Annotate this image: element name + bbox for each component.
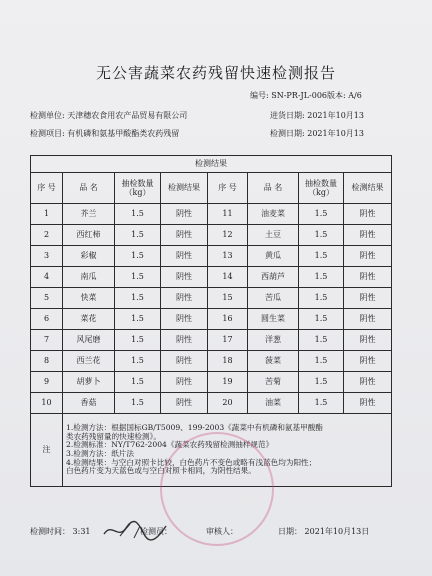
table-row bbox=[31, 372, 392, 393]
entry-date-label: 进货日期: bbox=[270, 111, 305, 120]
note-line: 类农药残留量的快速检测》。 bbox=[66, 431, 161, 441]
row-number: 4 bbox=[31, 267, 63, 288]
row-number: 16 bbox=[208, 309, 248, 330]
row-number: 3 bbox=[31, 246, 63, 267]
sample-qty: 1.5 bbox=[299, 351, 344, 372]
item-label: 检测项目: bbox=[30, 129, 65, 138]
header-qty-line1: 抽检数量 bbox=[305, 178, 337, 188]
footer-date bbox=[278, 526, 369, 537]
product-name: 西兰花 bbox=[63, 351, 115, 372]
sample-qty: 1.5 bbox=[115, 288, 161, 309]
date-label: 日期： bbox=[278, 527, 302, 536]
product-name: 芥兰 bbox=[63, 204, 115, 225]
entry-date-row bbox=[270, 110, 364, 121]
product-name: 油麦菜 bbox=[248, 204, 299, 225]
header-name: 品 名 bbox=[248, 173, 299, 204]
test-result: 阴性 bbox=[344, 204, 392, 225]
sample-qty: 1.5 bbox=[299, 372, 344, 393]
note-line: 4.检测结果：与空白对照卡比较，白色药片不变色或略有浅蓝色均为阳性； bbox=[66, 457, 317, 467]
sample-qty: 1.5 bbox=[299, 309, 344, 330]
header-qty-line1: 抽检数量 bbox=[121, 178, 154, 188]
test-result: 阴性 bbox=[161, 204, 208, 225]
test-date-row bbox=[270, 128, 364, 139]
sample-qty: 1.5 bbox=[115, 309, 161, 330]
test-result: 阴性 bbox=[161, 267, 208, 288]
section-title: 检测结果 bbox=[31, 156, 392, 173]
header-qty-line2: （kg） bbox=[124, 188, 151, 197]
unit-row bbox=[30, 110, 187, 121]
note-line: 2.检测标准：NY/T762-2004《蔬菜农药残留检测抽样规范》 bbox=[66, 440, 274, 450]
header-name: 品 名 bbox=[63, 173, 115, 204]
sample-qty: 1.5 bbox=[115, 267, 161, 288]
header-qty bbox=[299, 173, 344, 204]
table-row bbox=[31, 246, 392, 267]
note-cell bbox=[63, 414, 392, 487]
sample-qty: 1.5 bbox=[115, 351, 161, 372]
product-name: 苦菊 bbox=[248, 372, 299, 393]
test-result: 阴性 bbox=[161, 246, 208, 267]
table-row bbox=[31, 393, 392, 414]
product-name: 油菜 bbox=[248, 393, 299, 414]
unit-label: 检测单位: bbox=[30, 111, 65, 120]
table-row bbox=[31, 204, 392, 225]
time-label: 检测时间： bbox=[30, 527, 70, 536]
row-number: 11 bbox=[208, 204, 248, 225]
table-row bbox=[31, 309, 392, 330]
item-value: 有机磷和氨基甲酸酯类农药残留 bbox=[67, 129, 180, 138]
test-result: 阴性 bbox=[344, 309, 392, 330]
report-title: 无公害蔬菜农药残留快速检测报告 bbox=[95, 64, 336, 82]
product-name: 西红柿 bbox=[63, 225, 115, 246]
unit-value: 天津穗农食用农产品贸易有限公司 bbox=[67, 111, 188, 120]
sample-qty: 1.5 bbox=[299, 330, 344, 351]
row-number: 8 bbox=[31, 351, 63, 372]
test-result: 阴性 bbox=[161, 393, 208, 414]
test-result: 阴性 bbox=[344, 393, 392, 414]
entry-date-value: 2021年10月13 bbox=[307, 111, 364, 120]
row-number: 18 bbox=[208, 351, 248, 372]
product-name: 圆生菜 bbox=[248, 309, 299, 330]
note-line: 1.检测方法：根据国标GB/T5009、199-2003《蔬菜中有机磷和氨基甲酸酯 bbox=[66, 422, 323, 432]
test-result: 阴性 bbox=[161, 309, 208, 330]
sample-qty: 1.5 bbox=[115, 372, 161, 393]
test-result: 阴性 bbox=[344, 351, 392, 372]
header-result: 检测结果 bbox=[161, 173, 208, 204]
doc-number: 编号: SN-PR-JL-006版本: A/6 bbox=[250, 91, 362, 100]
sample-qty: 1.5 bbox=[115, 393, 161, 414]
test-result: 阴性 bbox=[344, 330, 392, 351]
time-value: 3:31 bbox=[72, 527, 91, 536]
row-number: 7 bbox=[31, 330, 63, 351]
test-result: 阴性 bbox=[344, 267, 392, 288]
product-name: 菠菜 bbox=[248, 351, 299, 372]
table-body bbox=[31, 204, 392, 414]
test-result: 阴性 bbox=[161, 288, 208, 309]
table-row bbox=[31, 267, 392, 288]
product-name: 黄瓜 bbox=[248, 246, 299, 267]
row-number: 19 bbox=[208, 372, 248, 393]
sample-qty: 1.5 bbox=[299, 204, 344, 225]
row-number: 5 bbox=[31, 288, 63, 309]
results-table bbox=[30, 155, 392, 487]
footer-inspector-label: 检测员： bbox=[140, 527, 172, 536]
table-row bbox=[31, 288, 392, 309]
table-row bbox=[31, 330, 392, 351]
table-header-row bbox=[31, 173, 392, 204]
header-result: 检测结果 bbox=[344, 173, 392, 204]
row-number: 20 bbox=[208, 393, 248, 414]
product-name: 彩椒 bbox=[63, 246, 115, 267]
product-name: 香菇 bbox=[63, 393, 115, 414]
product-name: 南瓜 bbox=[63, 267, 115, 288]
row-number: 15 bbox=[208, 288, 248, 309]
header-no: 序 号 bbox=[208, 173, 248, 204]
row-number: 14 bbox=[208, 267, 248, 288]
sample-qty: 1.5 bbox=[115, 246, 161, 267]
product-name: 风尾磨 bbox=[63, 330, 115, 351]
sample-qty: 1.5 bbox=[299, 267, 344, 288]
row-number: 12 bbox=[208, 225, 248, 246]
test-result: 阴性 bbox=[161, 225, 208, 246]
footer-reviewer-label: 审核人： bbox=[206, 527, 238, 536]
sample-qty: 1.5 bbox=[299, 288, 344, 309]
row-number: 10 bbox=[31, 393, 63, 414]
table-row bbox=[31, 351, 392, 372]
test-result: 阴性 bbox=[344, 372, 392, 393]
sample-qty: 1.5 bbox=[299, 393, 344, 414]
row-number: 13 bbox=[208, 246, 248, 267]
sample-qty: 1.5 bbox=[299, 246, 344, 267]
date-value: 2021年10月13日 bbox=[304, 527, 370, 536]
test-date-label: 检测日期: bbox=[270, 129, 305, 138]
header-no: 序 号 bbox=[31, 173, 63, 204]
note-line: 白色药片变为天蓝色或与空白对照卡相同，为阴性结果。 bbox=[66, 466, 256, 476]
row-number: 17 bbox=[208, 330, 248, 351]
product-name: 菜花 bbox=[63, 309, 115, 330]
test-result: 阴性 bbox=[161, 372, 208, 393]
test-result: 阴性 bbox=[344, 246, 392, 267]
product-name: 西葫芦 bbox=[248, 267, 299, 288]
header-qty bbox=[115, 173, 161, 204]
row-number: 6 bbox=[31, 309, 63, 330]
product-name: 快菜 bbox=[63, 288, 115, 309]
row-number: 1 bbox=[31, 204, 63, 225]
product-name: 土豆 bbox=[248, 225, 299, 246]
product-name: 胡萝卜 bbox=[63, 372, 115, 393]
row-number: 2 bbox=[31, 225, 63, 246]
sample-qty: 1.5 bbox=[115, 204, 161, 225]
sample-qty: 1.5 bbox=[115, 330, 161, 351]
sample-qty: 1.5 bbox=[299, 225, 344, 246]
test-date-value: 2021年10月13 bbox=[307, 129, 364, 138]
note-label: 注 bbox=[31, 414, 63, 487]
product-name: 苦瓜 bbox=[248, 288, 299, 309]
sample-qty: 1.5 bbox=[115, 225, 161, 246]
test-result: 阴性 bbox=[161, 351, 208, 372]
table-row bbox=[31, 225, 392, 246]
test-result: 阴性 bbox=[344, 288, 392, 309]
footer-time bbox=[30, 526, 91, 537]
test-result: 阴性 bbox=[344, 225, 392, 246]
item-row bbox=[30, 128, 179, 139]
product-name: 洋葱 bbox=[248, 330, 299, 351]
header-qty-line2: （kg） bbox=[308, 188, 334, 197]
row-number: 9 bbox=[31, 372, 63, 393]
note-line: 3.检测方法：纸片法 bbox=[66, 449, 134, 458]
test-result: 阴性 bbox=[161, 330, 208, 351]
